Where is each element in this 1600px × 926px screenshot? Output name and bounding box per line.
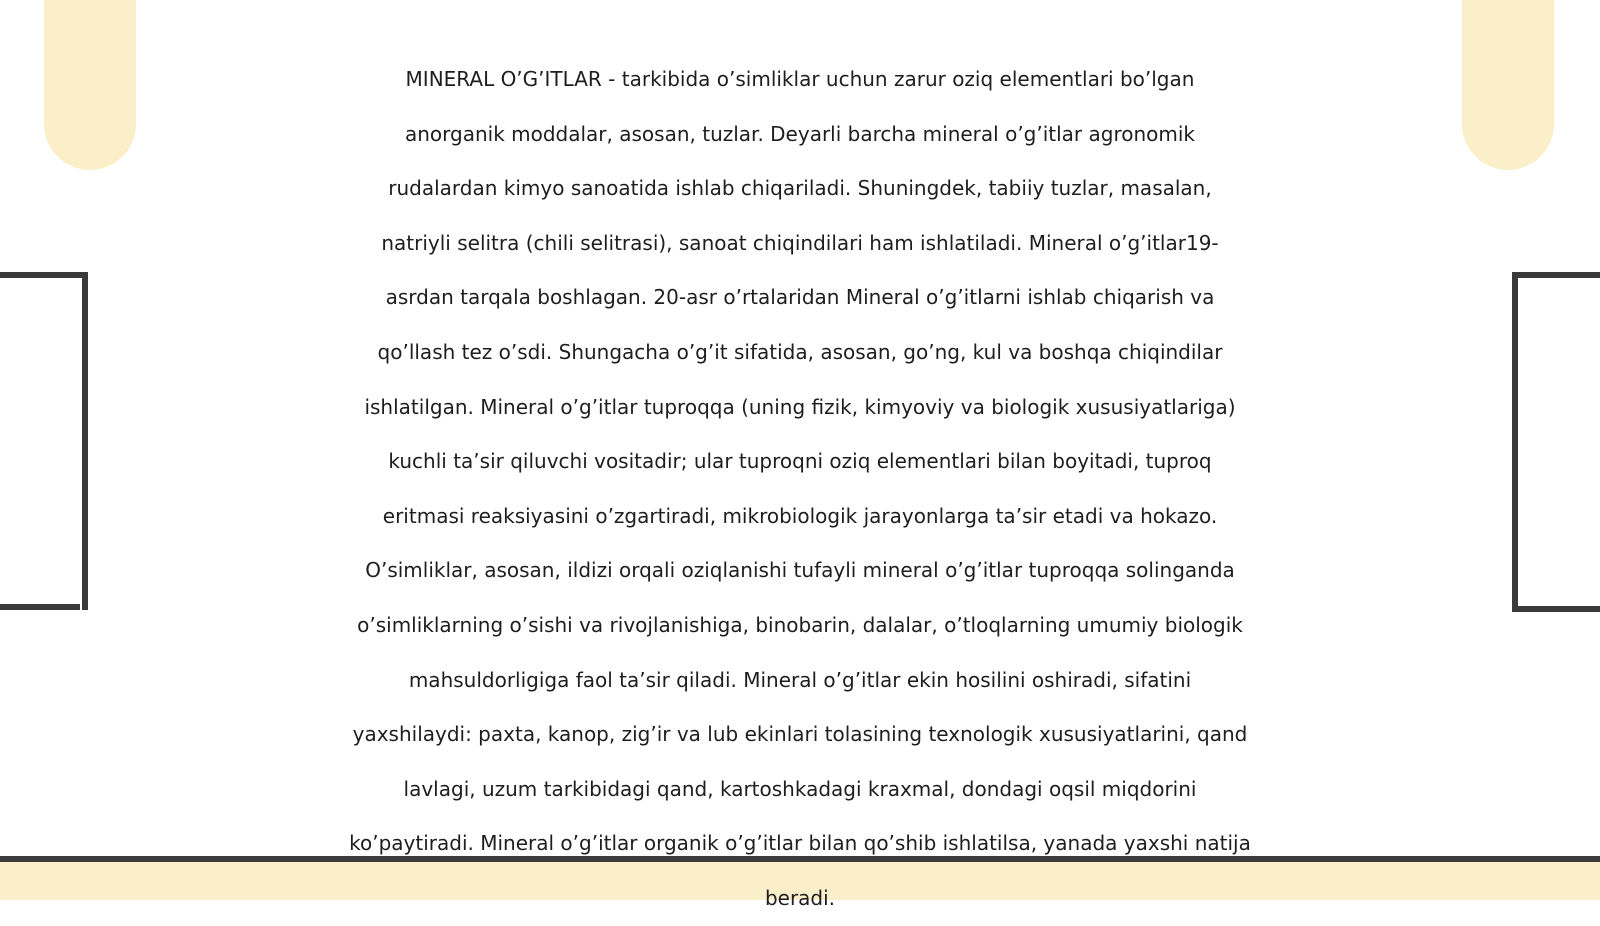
decorative-bracket-left-foot [0,604,80,610]
document-body [0,52,1600,926]
text-line: eritmasi reaksiyasini o’zgartiradi, mikrobiologik jarayonlarga ta’sir etadi va hokazo. [382,503,1218,528]
text-line: lavlagi, uzum tarkibidagi qand, kartoshkadagi kraxmal, dondagi oqsil miqdorini [403,776,1197,801]
text-line: ishlatilgan. Mineral o’g’itlar tuproqqa (uning fizik, kimyoviy va biologik xususiyatlariga) [364,394,1236,419]
text-line: ko’paytiradi. Mineral o’g’itlar organik o’g’itlar bilan qo’shib ishlatilsa, yanada yaxshi natija [349,831,1251,856]
text-line: mahsuldorligiga faol ta’sir qiladi. Mineral o’g’itlar ekin hosilini oshiradi, sifatini [408,667,1192,692]
text-line: beradi. [764,885,836,910]
text-line: MINERAL O’G’ITLAR - tarkibida o’simliklar uchun zarur oziq elementlari bo’lgan [405,67,1195,91]
text-line: rudalardan kimyo sanoatida ishlab chiqariladi. Shuningdek, tabiiy tuzlar, masalan, [388,176,1212,201]
text-line: anorganik moddalar, asosan, tuzlar. Deyarli barcha mineral o’g’itlar agronomik [404,121,1196,146]
text-line: asrdan tarqala boshlagan. 20-asr o’rtalaridan Mineral o’g’itlarni ishlab chiqarish va [385,285,1215,310]
decorative-bracket-left [0,272,88,610]
text-line: natriyli selitra (chili selitrasi), sanoat chiqindilari ham ishlatiladi. Mineral o’g’itlar19- [381,230,1219,255]
decorative-bottom-rule [0,856,1600,862]
decorative-bracket-right [1512,272,1600,612]
text-line: yaxshilaydi: paxta, kanop, zig’ir va lub ekinlari tolasining texnologik xususiyatlarini, qand [352,722,1248,747]
text-line: kuchli ta’sir qiluvchi vositadir; ular tuproqni oziq elementlari bilan boyitadi, tuproq [388,449,1212,474]
text-line: o’simliklarning o’sishi va rivojlanishiga, binobarin, dalalar, o’tloqlarning umumiy biologik [357,612,1243,637]
text-line: qo’llash tez o’sdi. Shungacha o’g’it sifatida, asosan, go’ng, kul va boshqa chiqindilar [377,339,1223,364]
text-line: O’simliklar, asosan, ildizi orqali oziqlanishi tufayli mineral o’g’itlar tuproqqa solinganda [365,558,1235,583]
